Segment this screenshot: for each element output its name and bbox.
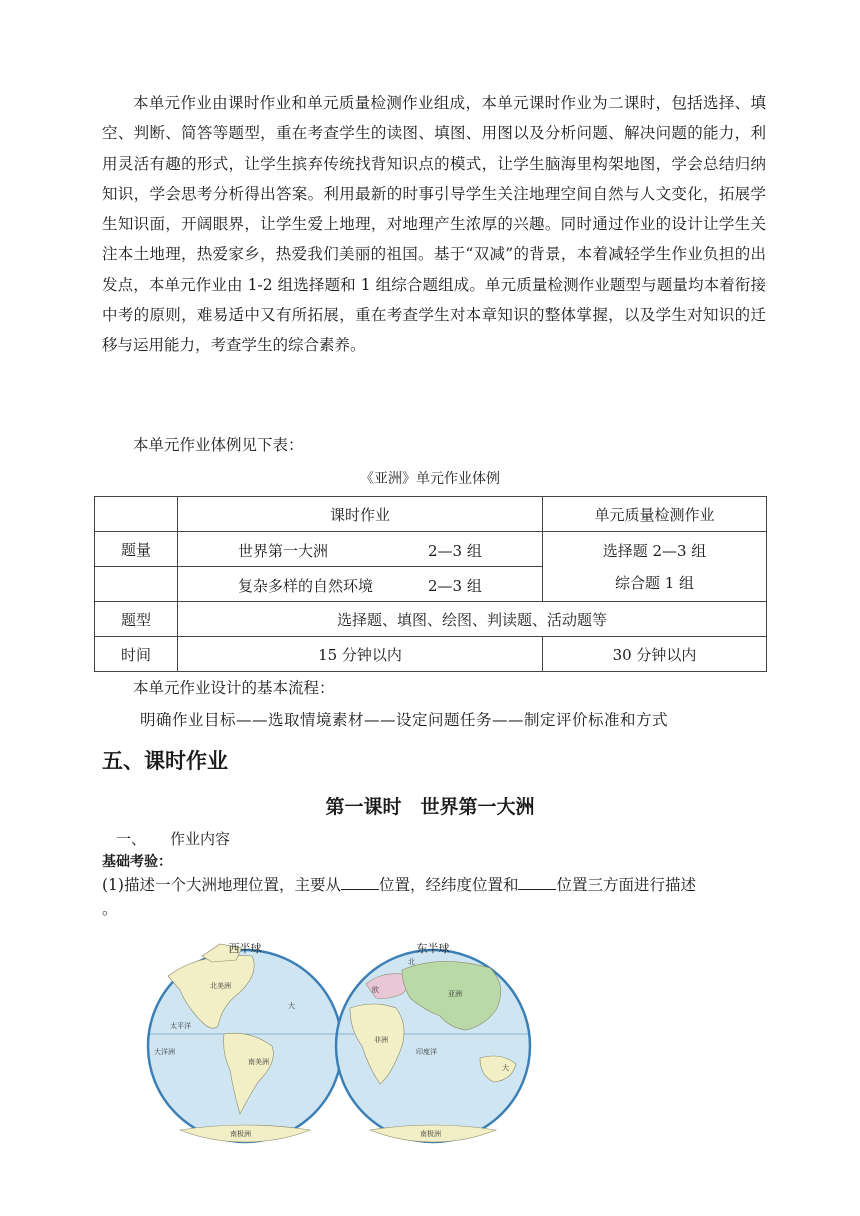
header-lesson: 课时作业 <box>178 497 543 532</box>
row-amount-label: 题量 <box>95 532 178 567</box>
label-antarctica-e: 南极洲 <box>420 1130 441 1138</box>
quality-choice: 选择题 2—3 组 <box>602 541 707 560</box>
lesson-cell <box>178 567 543 602</box>
label-oceania-w: 大洋洲 <box>154 1048 175 1056</box>
assignment-structure-table <box>94 496 767 672</box>
label-asia: 亚洲 <box>448 990 462 998</box>
q1-part-a: (1)描述一个大洲地理位置，主要从 <box>102 876 341 894</box>
label-oceania: 大 <box>502 1064 509 1072</box>
question-1 <box>102 873 762 921</box>
lesson-count: 2—3 组 <box>428 577 482 595</box>
q1-part-c: 位置三方面进行描述 <box>556 876 696 894</box>
q1-part-b: 位置，经纬度位置和 <box>378 876 519 894</box>
blank-2[interactable] <box>518 873 556 890</box>
east-title: 东半球 <box>416 942 450 955</box>
lesson-cell <box>178 532 543 567</box>
table-caption: 《亚洲》单元作业体例 <box>360 471 500 487</box>
header-quality: 单元质量检测作业 <box>543 497 767 532</box>
types-cell: 选择题、填图、绘图、判读题、活动题等 <box>178 602 767 637</box>
time-lesson: 15 分钟以内 <box>178 637 543 672</box>
label-south-america: 南美洲 <box>248 1058 269 1066</box>
time-quality: 30 分钟以内 <box>543 637 767 672</box>
label-europe: 欧 <box>372 986 379 994</box>
design-flow: 明确作业目标——选取情境素材——设定问题任务——制定评价标准和方式 <box>140 711 669 729</box>
q1-part-d: 。 <box>102 900 118 918</box>
label-pacific: 太平洋 <box>170 1022 191 1030</box>
row-time-label: 时间 <box>95 637 178 672</box>
row-type-label: 题型 <box>95 602 178 637</box>
section-title: 五、课时作业 <box>102 749 228 773</box>
item-number: 一、 <box>116 830 147 848</box>
west-title: 西半球 <box>228 942 262 955</box>
flow-label: 本单元作业设计的基本流程： <box>133 679 335 697</box>
label-indian: 印度洋 <box>416 1048 437 1056</box>
lesson-title: 第一课时 世界第一大洲 <box>325 796 535 818</box>
table-corner <box>95 497 178 532</box>
item-heading <box>116 828 230 849</box>
west-hemisphere <box>148 941 342 1142</box>
label-arctic: 北 <box>408 958 415 966</box>
quality-comprehensive: 综合题 1 组 <box>614 573 695 592</box>
table-intro: 本单元作业体例见下表： <box>133 436 304 454</box>
lesson-name: 世界第一大洲 <box>238 542 329 560</box>
intro-paragraph: 本单元作业由课时作业和单元质量检测作业组成，本单元课时作业为二课时，包括选择、填空、判断、简答等题型，重在考查学生的读图、填图、用图以及分析问题、解决问题的能力，利用灵活有趣的形式，让学生摈弃传统找背知识点的模式，让学生脑海里构架地图，学会总结归纳知识，学会思考分析得出答案。利用最新的时事引导学生关注地理空间自然与人文变化，拓展学生知识面，开阔眼界，让学生爱上地理，对地理产生浓厚的兴趣。同时通过作业的设计让学生关注本土地理，热爱家乡，热爱我们美丽的祖国。基于“双减”的背景，本着减轻学生作业负担的出发点，本单元作业由 1-2 组选择题和 1 组综合题组成。单元质量检测作业题型与题量均本着衔接中考的原则，难易适中又有所拓展，重在考查学生对本章知识的整体掌握，以及学生对知识的迁移与运用能力，考查学生的综合素养。 <box>102 94 766 355</box>
lesson-name: 复杂多样的自然环境 <box>238 577 374 595</box>
label-north-america: 北美洲 <box>210 982 231 990</box>
lesson-count: 2—3 组 <box>428 542 482 560</box>
row-amount-empty <box>95 567 178 602</box>
label-africa: 非洲 <box>374 1036 388 1044</box>
item-label: 作业内容 <box>170 830 231 848</box>
label-atlantic: 大 <box>288 1002 295 1010</box>
world-hemispheres-map <box>140 934 670 1144</box>
basic-label: 基础考验： <box>102 854 172 870</box>
quality-amount-cell <box>543 532 767 602</box>
label-antarctica-w: 南极洲 <box>230 1130 251 1138</box>
blank-1[interactable] <box>341 873 379 890</box>
east-hemisphere <box>336 941 530 1142</box>
